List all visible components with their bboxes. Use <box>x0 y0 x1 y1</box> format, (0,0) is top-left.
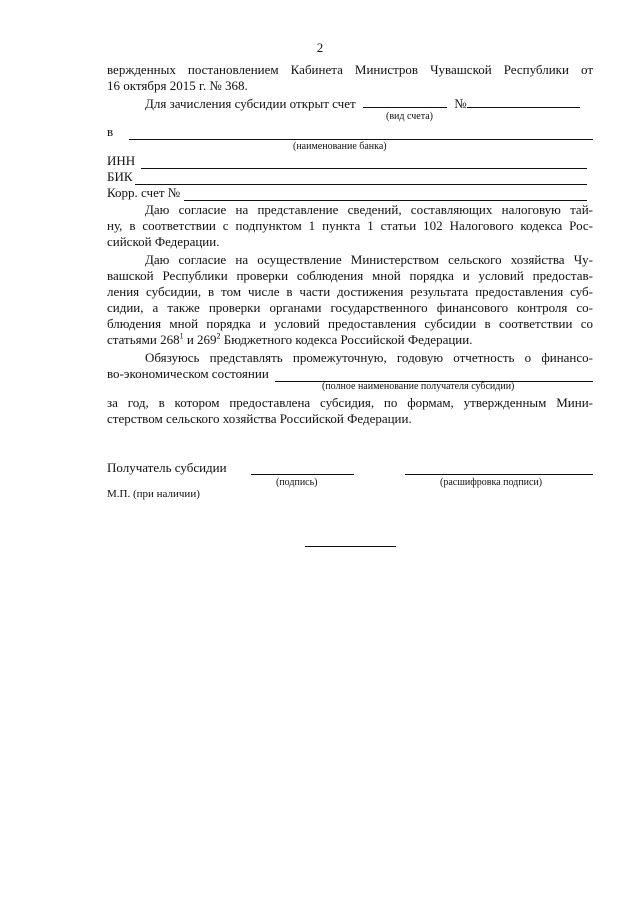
consent2-line-6 <box>107 332 593 348</box>
obligation-line-1: Обязуюсь представлять промежуточную, годовую отчетность о финансо- <box>145 350 593 365</box>
page-number: 2 <box>316 40 324 55</box>
corr-row <box>107 185 593 201</box>
obligation-line-2-text: во-экономическом состоянии <box>107 366 269 381</box>
corr-field[interactable] <box>184 189 587 201</box>
consent1-line-2: ну, в соответствии с подпунктом 1 пункта 1 статьи 102 Налогового кодекса Рос- <box>107 218 593 233</box>
end-separator <box>305 546 396 547</box>
account-line <box>145 96 593 112</box>
signature-hint: (подпись) <box>276 477 318 488</box>
consent2-line-6-a: статьями 268 <box>107 332 180 347</box>
bik-row <box>107 169 593 185</box>
bank-name-hint: (наименование банка) <box>293 141 387 152</box>
bank-row <box>107 124 593 140</box>
account-number-sign: № <box>454 96 467 111</box>
consent2-line-2: вашской Республики проверки соблюдения мной порядка и условий предостав- <box>107 268 593 283</box>
recipient-label: Получатель субсидии <box>107 460 227 475</box>
intro-line-2: 16 октября 2015 г. № 368. <box>107 78 248 93</box>
consent2-line-4: сидии, а также проверки органами государственного финансового контроля со- <box>107 300 593 315</box>
footnote-sup-2: 2 <box>216 331 221 341</box>
consent1-line-1: Даю согласие на представление сведений, составляющих налоговую тай- <box>145 202 593 217</box>
bik-label: БИК <box>107 169 133 184</box>
signature-decode-field[interactable] <box>405 474 593 475</box>
consent2-line-6-b: и 269 <box>183 332 217 347</box>
inn-field[interactable] <box>141 157 587 169</box>
signature-field[interactable] <box>251 474 354 475</box>
account-number-field[interactable] <box>467 96 580 108</box>
consent2-line-3: ления субсидии, в том числе в части достижения результата предоставления суб- <box>107 284 593 299</box>
obligation-line-4: стерством сельского хозяйства Российской Федерации. <box>107 411 412 426</box>
consent2-line-5: блюдения мной порядка и условий предоставления субсидии в соответствии со <box>107 316 593 331</box>
bank-name-field[interactable] <box>129 128 593 140</box>
consent2-line-6-c: Бюджетного кодекса Российской Федерации. <box>220 332 473 347</box>
bank-prefix: в <box>107 124 114 139</box>
account-label: Для зачисления субсидии открыт счет <box>145 96 356 111</box>
obligation-line-3: за год, в котором предоставлена субсидия, по формам, утвержденным Мини- <box>107 395 593 410</box>
inn-row <box>107 153 593 169</box>
consent2-line-1: Даю согласие на осуществление Министерством сельского хозяйства Чу- <box>145 252 593 267</box>
stamp-label: М.П. (при наличии) <box>107 488 200 500</box>
consent1-line-3: сийской Федерации. <box>107 234 220 249</box>
obligation-line-2 <box>107 366 593 382</box>
inn-label: ИНН <box>107 153 136 168</box>
bik-field[interactable] <box>135 173 587 185</box>
account-type-hint: (вид счета) <box>386 111 433 122</box>
intro-line-1: вержденных постановлением Кабинета Министров Чувашской Республики от <box>107 62 593 77</box>
account-type-field[interactable] <box>363 96 447 108</box>
footnote-sup-1: 1 <box>179 331 184 341</box>
corr-label: Корр. счет № <box>107 185 181 200</box>
signature-decode-hint: (расшифровка подписи) <box>440 477 543 488</box>
recipient-name-hint: (полное наименование получателя субсидии) <box>322 381 515 392</box>
